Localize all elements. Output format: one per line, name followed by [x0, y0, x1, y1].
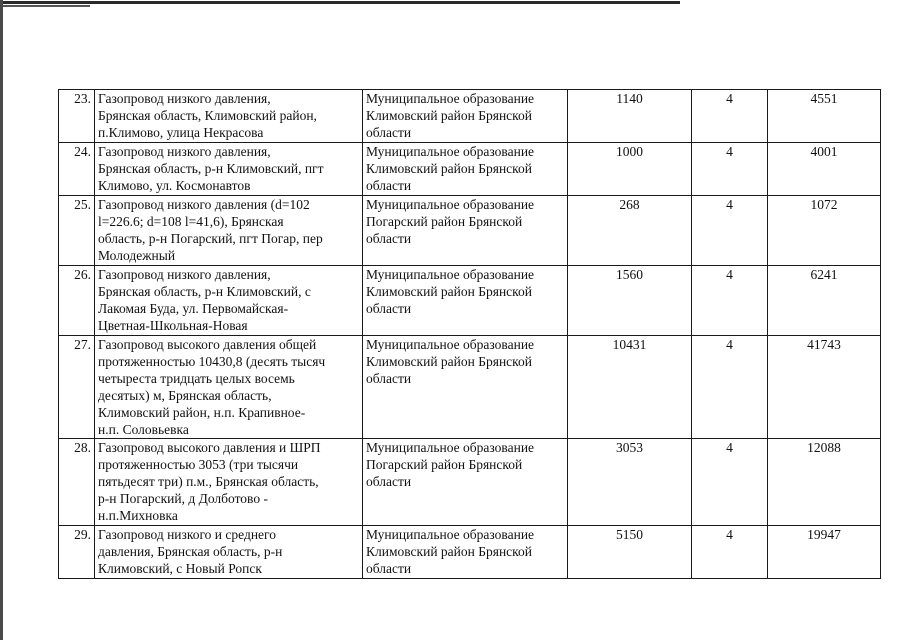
- scan-artifact-left: [0, 0, 3, 640]
- length-value: 1140: [568, 90, 692, 143]
- length-value: 268: [568, 196, 692, 266]
- row-number: 23.: [59, 90, 95, 143]
- total-value: 19947: [768, 526, 881, 579]
- table-row: [59, 143, 881, 196]
- owner: Муниципальное образование Климовский район Брянской области: [363, 90, 568, 143]
- object-name: Газопровод низкого давления, Брянская область, р-н Климовский, пгт Климово, ул. Космонавтов: [95, 143, 363, 196]
- owner: Муниципальное образование Климовский район Брянской области: [363, 336, 568, 439]
- table-row: [59, 526, 881, 579]
- table-row: [59, 439, 881, 526]
- owner: Муниципальное образование Климовский район Брянской области: [363, 526, 568, 579]
- row-number: 28.: [59, 439, 95, 526]
- total-value: 6241: [768, 266, 881, 336]
- length-value: 10431: [568, 336, 692, 439]
- owner: Муниципальное образование Погарский район Брянской области: [363, 439, 568, 526]
- category-value: 4: [692, 196, 768, 266]
- length-value: 1560: [568, 266, 692, 336]
- owner: Муниципальное образование Климовский район Брянской области: [363, 143, 568, 196]
- row-number: 27.: [59, 336, 95, 439]
- table-row: [59, 90, 881, 143]
- object-name: Газопровод низкого давления, Брянская область, Климовский район, п.Климово, улица Некрасова: [95, 90, 363, 143]
- table-row: [59, 266, 881, 336]
- length-value: 1000: [568, 143, 692, 196]
- category-value: 4: [692, 266, 768, 336]
- category-value: 4: [692, 143, 768, 196]
- object-name: Газопровод низкого давления (d=102 l=226.6; d=108 l=41,6), Брянская область, р-н Погарский, пгт Погар, пер Молодежный: [95, 196, 363, 266]
- total-value: 12088: [768, 439, 881, 526]
- total-value: 1072: [768, 196, 881, 266]
- owner: Муниципальное образование Климовский район Брянской области: [363, 266, 568, 336]
- row-number: 25.: [59, 196, 95, 266]
- scan-artifact-top: [0, 0, 680, 8]
- category-value: 4: [692, 90, 768, 143]
- table-row: [59, 196, 881, 266]
- object-name: Газопровод высокого давления общей протяженностью 10430,8 (десять тысяч четыреста тридцать целых восемь десятых) м, Брянская область, Климовский район, н.п. Крапивное- н.п. Соловьевка: [95, 336, 363, 439]
- category-value: 4: [692, 336, 768, 439]
- total-value: 4001: [768, 143, 881, 196]
- category-value: 4: [692, 439, 768, 526]
- total-value: 4551: [768, 90, 881, 143]
- length-value: 3053: [568, 439, 692, 526]
- object-name: Газопровод низкого давления, Брянская область, р-н Климовский, с Лакомая Буда, ул. Первомайская- Цветная-Школьная-Новая: [95, 266, 363, 336]
- owner: Муниципальное образование Погарский район Брянской области: [363, 196, 568, 266]
- object-name: Газопровод низкого и среднего давления, Брянская область, р-н Климовский, с Новый Ропск: [95, 526, 363, 579]
- table-row: [59, 336, 881, 439]
- object-name: Газопровод высокого давления и ШРП протяженностью 3053 (три тысячи пятьдесят три) п.м., Брянская область, р-н Погарский, д Долботово - н.п.Михновка: [95, 439, 363, 526]
- property-table: [58, 89, 881, 579]
- scan-line: [0, 5, 90, 7]
- length-value: 5150: [568, 526, 692, 579]
- scan-line: [0, 1, 680, 4]
- row-number: 26.: [59, 266, 95, 336]
- row-number: 29.: [59, 526, 95, 579]
- category-value: 4: [692, 526, 768, 579]
- row-number: 24.: [59, 143, 95, 196]
- total-value: 41743: [768, 336, 881, 439]
